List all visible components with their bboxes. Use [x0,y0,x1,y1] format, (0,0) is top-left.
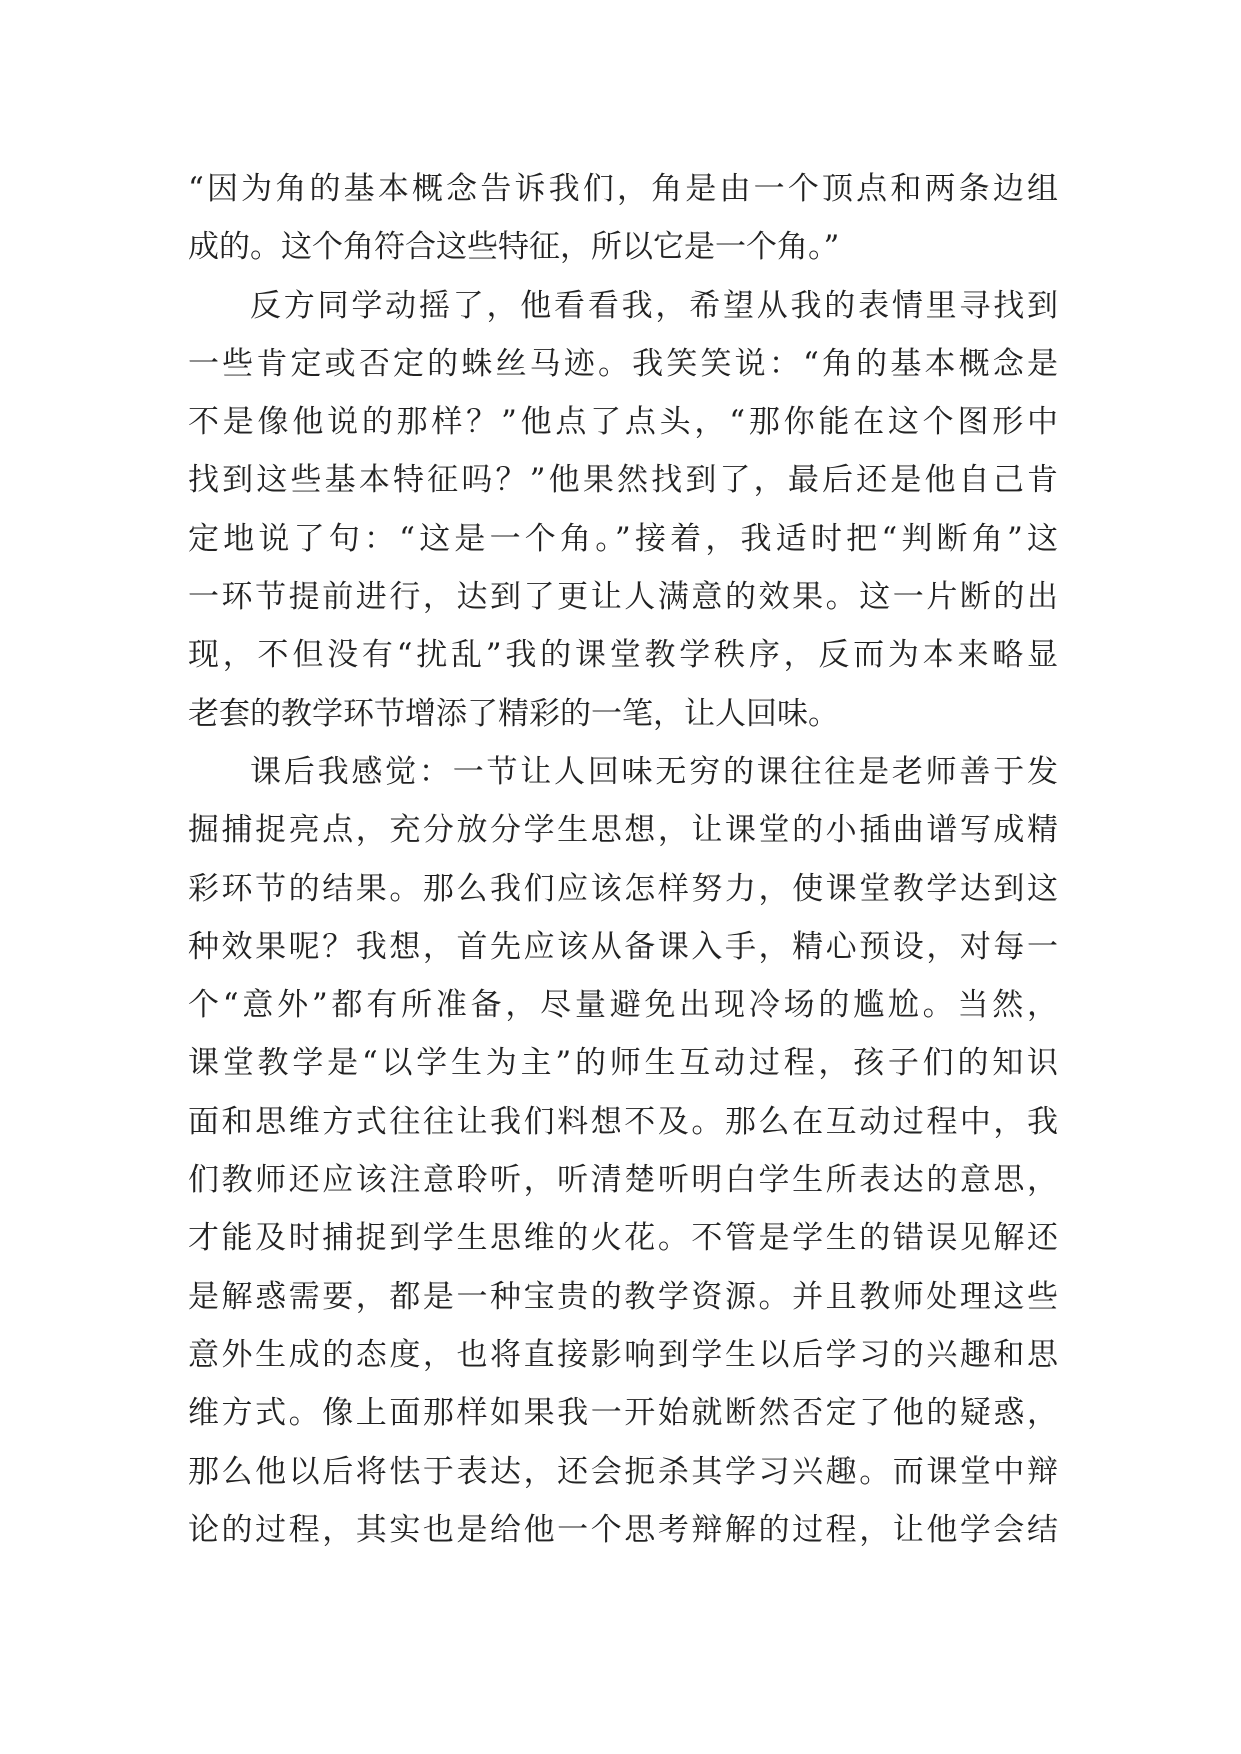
text-line: 维方式。像上面那样如果我一开始就断然否定了他的疑惑， [188,1395,1058,1432]
text-line: 掘捕捉亮点，充分放分学生思想，让课堂的小插曲谱写成精 [188,812,1058,849]
text-line: 现，不但没有“扰乱”我的课堂教学秩序，反而为本来略显 [188,637,1058,674]
text-line: 彩环节的结果。那么我们应该怎样努力，使课堂教学达到这 [188,870,1058,907]
paragraph-first-line: 反方同学动摇了，他看看我，希望从我的表情里寻找到 [250,287,1058,324]
text-line: 找到这些基本特征吗？”他果然找到了，最后还是他自己肯 [188,462,1058,499]
document-body [188,160,1058,1559]
text-line: 一环节提前进行，达到了更让人满意的效果。这一片断的出 [188,579,1058,616]
text-line: 面和思维方式往往让我们料想不及。那么在互动过程中，我 [188,1103,1058,1140]
text-line: “因为角的基本概念告诉我们，角是由一个顶点和两条边组 [188,171,1058,207]
text-line: 才能及时捕捉到学生思维的火花。不管是学生的错误见解还 [188,1220,1058,1257]
text-line: 成的。这个角符合这些特征，所以它是一个角。” [188,229,840,266]
text-line: 们教师还应该注意聆听，听清楚听明白学生所表达的意思， [188,1162,1058,1199]
text-line: 意外生成的态度，也将直接影响到学生以后学习的兴趣和思 [188,1336,1058,1373]
text-line: 课堂教学是“以学生为主”的师生互动过程，孩子们的知识 [188,1045,1058,1082]
text-line: 那么他以后将怯于表达，还会扼杀其学习兴趣。而课堂中辩 [188,1453,1058,1490]
paragraph-first-line: 课后我感觉：一节让人回味无穷的课往往是老师善于发 [250,753,1058,790]
text-line: 不是像他说的那样？”他点了点头，“那你能在这个图形中 [188,404,1058,441]
text-line: 是解惑需要，都是一种宝贵的教学资源。并且教师处理这些 [188,1278,1058,1315]
text-line: 种效果呢？我想，首先应该从备课入手，精心预设，对每一 [188,928,1058,965]
text-line: 老套的教学环节增添了精彩的一笔，让人回味。 [188,695,839,732]
text-line: 个“意外”都有所准备，尽量避免出现冷场的尴尬。当然， [188,987,1058,1024]
text-line: 定地说了句：“这是一个角。”接着，我适时把“判断角”这 [188,520,1058,557]
text-line: 一些肯定或否定的蛛丝马迹。我笑笑说：“角的基本概念是 [188,345,1058,382]
text-line: 论的过程，其实也是给他一个思考辩解的过程，让他学会结 [188,1511,1058,1548]
